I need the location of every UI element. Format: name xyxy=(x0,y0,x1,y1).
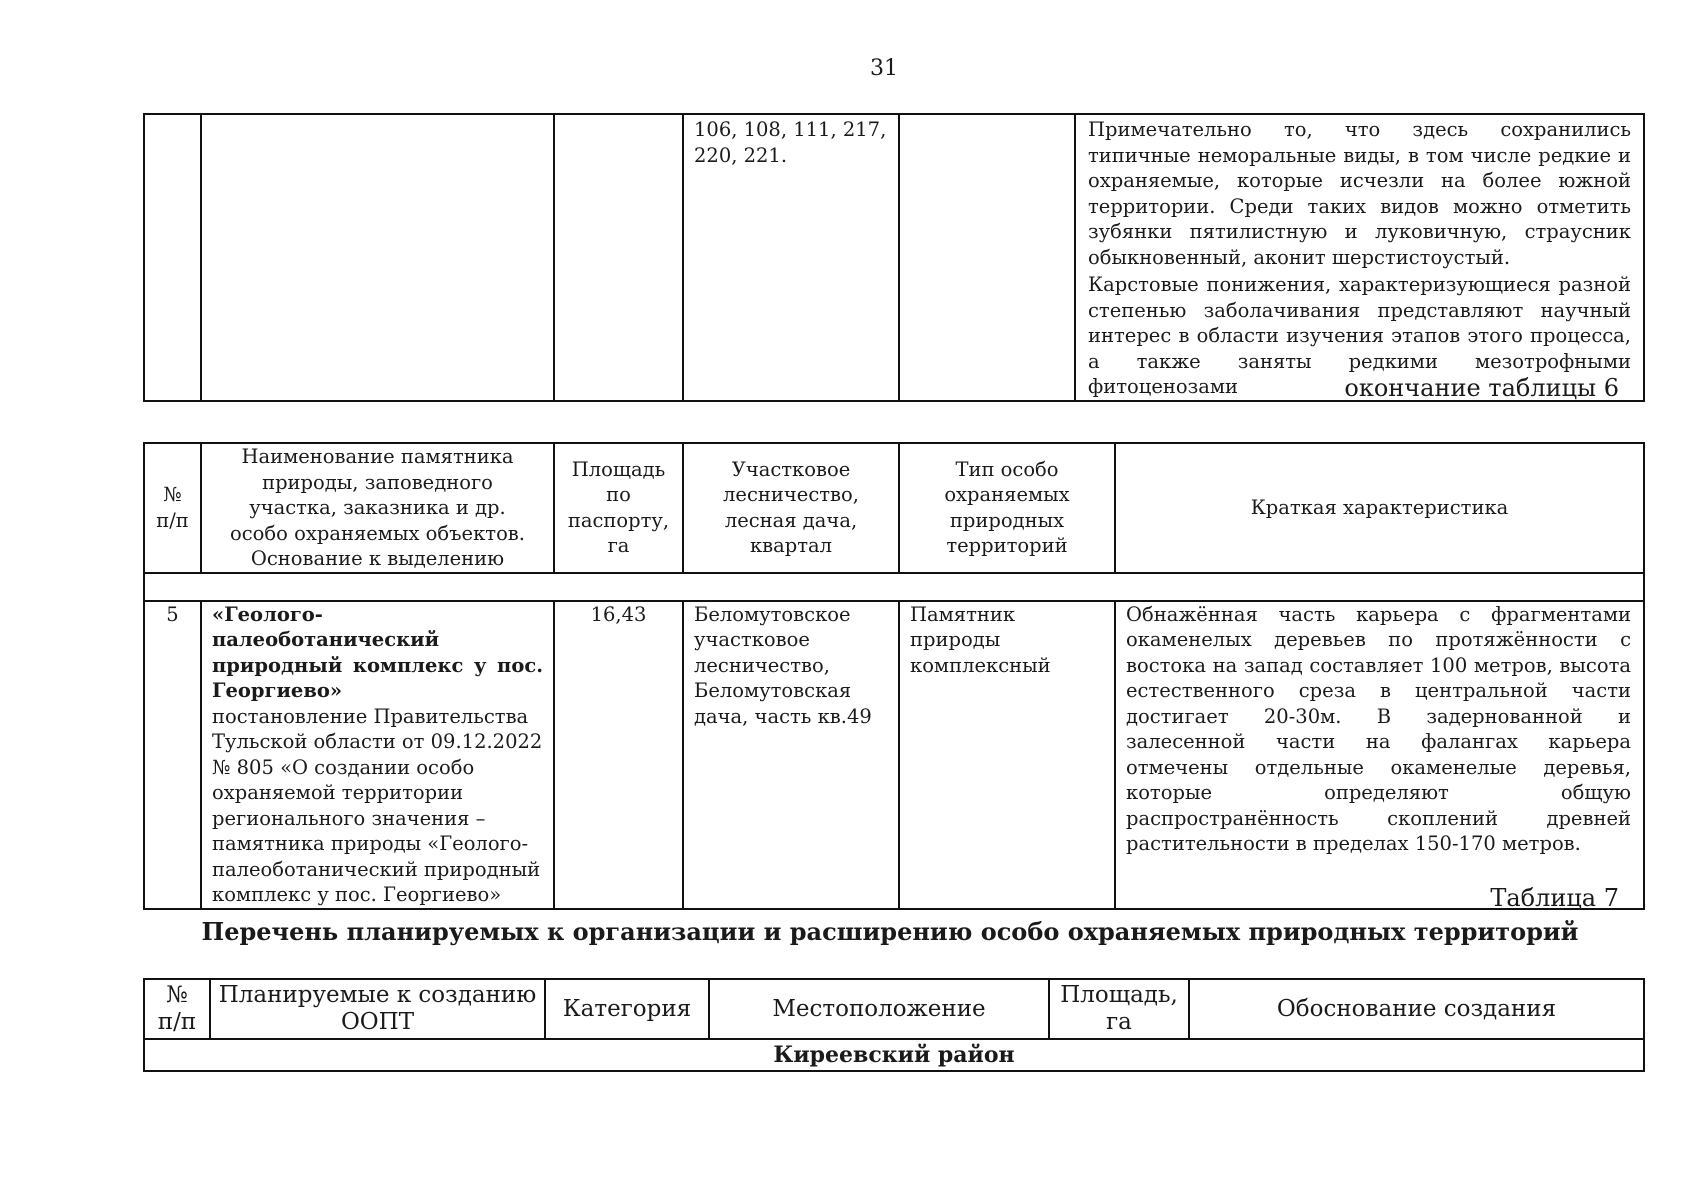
header-type: Тип особо охраняемых природных территорий xyxy=(899,443,1115,573)
cell-area: 16,43 xyxy=(554,601,683,909)
header-planned: Планируемые к созданию ООПТ xyxy=(210,979,545,1039)
header-area: Площадь, га xyxy=(1049,979,1189,1039)
table-row xyxy=(144,601,1644,909)
description-para-2: Карстовые понижения, характеризующиеся разной степенью заболачивания представляют научный интерес в области изучения этапов этого процесса, а также заняты редкими мезотрофными фитоценозами xyxy=(1088,273,1631,398)
header-num: № п/п xyxy=(144,443,201,573)
cell-quarters xyxy=(683,114,899,401)
header-forestry: Участковое лесничество, лесная дача, квартал xyxy=(683,443,899,573)
table-header-row xyxy=(144,979,1644,1039)
table-7-caption: Таблица 7 xyxy=(1490,884,1619,912)
table-caption-end: окончание таблицы 6 xyxy=(1344,374,1619,402)
table-6 xyxy=(143,442,1645,910)
cell-num: 5 xyxy=(144,601,201,909)
cell-description: Обнажённая часть карьера с фрагментами окаменелых деревьев по протяжённости с востока на запад составляет 100 метров, высота естественного среза в центральной части достигает 20-30м. В задернованной и залесенной части на фалангах карьера отмечены отдельные окаменелые деревья, которые определяют общую распространённость скоплений древней растительности в пределах 150-170 метров. xyxy=(1115,601,1644,909)
table-header-row xyxy=(144,443,1644,573)
table-row xyxy=(144,114,1644,401)
cell-name xyxy=(201,601,554,909)
cell-type: Памятник природы комплексный xyxy=(899,601,1115,909)
cell-empty xyxy=(201,114,554,401)
header-name: Наименование памятника природы, заповедного участка, заказника и др. особо охраняемых объектов. Основание к выделению xyxy=(201,443,554,573)
description-para-1: Примечательно то, что здесь сохранились типичные неморальные виды, в том числе редкие и охраняемые, которые исчезли на более южной территории. Среди таких видов можно отметить зубянки пятилистную и луковичную, страусник обыкновенный, аконит шерстистоустый. xyxy=(1088,118,1631,269)
district-name: Киреевский район xyxy=(144,1039,1644,1071)
header-num: № п/п xyxy=(144,979,210,1039)
object-name: «Геолого-палеоботанический природный комплекс у пос. Георгиево» xyxy=(212,602,543,702)
table-7-title: Перечень планируемых к организации и расширению особо охраняемых природных территорий xyxy=(201,917,1579,946)
cell-description xyxy=(1075,114,1644,401)
cell-empty xyxy=(554,114,683,401)
header-rationale: Обоснование создания xyxy=(1189,979,1644,1039)
header-location: Местоположение xyxy=(709,979,1049,1039)
table-section-row xyxy=(144,1039,1644,1071)
page-number: 31 xyxy=(870,56,898,81)
cell-forestry: Беломутовское участковое лесничество, Беломутовская дача, часть кв.49 xyxy=(683,601,899,909)
table-spacer-row xyxy=(144,573,1644,601)
header-area: Площадь по паспорту, га xyxy=(554,443,683,573)
header-category: Категория xyxy=(545,979,709,1039)
spacer-cell xyxy=(144,573,1644,601)
table-continuation xyxy=(143,113,1645,402)
header-description: Краткая характеристика xyxy=(1115,443,1644,573)
quarters-text: 106, 108, 111, 217, 220, 221. xyxy=(694,118,887,167)
object-basis: постановление Правительства Тульской области от 09.12.2022 № 805 «О создании особо охраняемой территории регионального значения – памятника природы «Геолого-палеоботанический природный комплекс у пос. Георгиево» xyxy=(212,704,543,906)
cell-empty xyxy=(899,114,1075,401)
table-7 xyxy=(143,978,1645,1072)
cell-empty xyxy=(144,114,201,401)
